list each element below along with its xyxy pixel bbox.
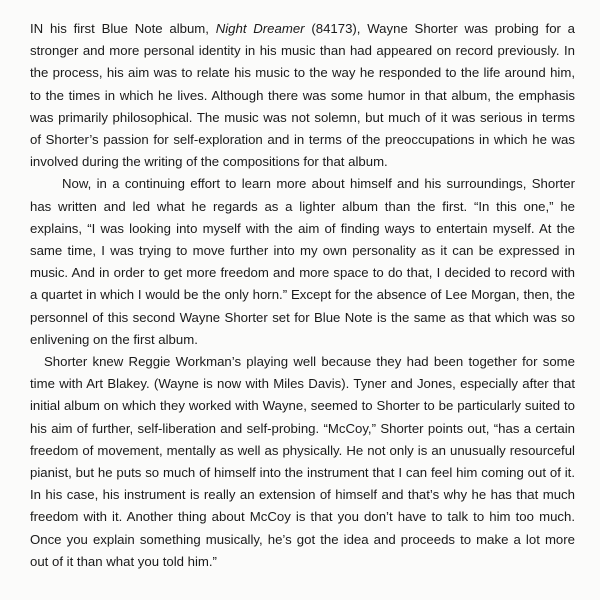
- liner-notes-page: [30, 18, 575, 573]
- album-title: Night Dreamer: [215, 21, 305, 36]
- paragraph-1-lead: IN his first Blue Note album,: [30, 21, 216, 36]
- paragraph-1-body: (84173), Wayne Shorter was probing for a stronger and more personal identity in his music than had appeared on record previously. In the process, his aim was to relate his music to the way he responded to the life around him, to the times in which he lives. Although there was some humor in that album, the emphasis was primarily philosophical. The music was not solemn, but much of it was serious in terms of Shorter’s passion for self-exploration and in terms of the preoccupations in which he was involved during the writing of the compositions for that album.: [30, 21, 576, 170]
- paragraph-2: Now, in a continuing effort to learn more about himself and his surroundings, Shorter has written and led what he regards as a lighter album than the first. “In this one,” he explains, “I was looking into myself with the aim of finding ways to entertain myself. At the same time, I was trying to move further into my own personality as it can be expressed in music. And in order to get more freedom and more space to do that, I decided to record with a quartet in which I would be the only horn.” Except for the absence of Lee Morgan, then, the personnel of this second Wayne Shorter set for Blue Note is the same as that which was so enlivening on the first album.: [30, 176, 575, 347]
- paragraph-3: Shorter knew Reggie Workman’s playing well because they had been together for some time with Art Blakey. (Wayne is now with Miles Davis). Tyner and Jones, especially after that initial album on which they worked with Wayne, seemed to Shorter to be particularly suited to his aim of further, self-liberation and self-probing. “McCoy,” Shorter points out, “has a certain freedom of movement, mentally as well as physically. He not only is an unusually resourceful pianist, but he puts so much of himself into the instrument that I can feel him coming out of it. In his case, his instrument is really an extension of himself and that’s why he has that much freedom with it. Another thing about McCoy is that you don’t have to talk to him too much. Once you explain something musically, he’s got the idea and proceeds to make a lot more out of it than what you told him.”: [30, 354, 575, 569]
- paragraph-1: [30, 18, 575, 173]
